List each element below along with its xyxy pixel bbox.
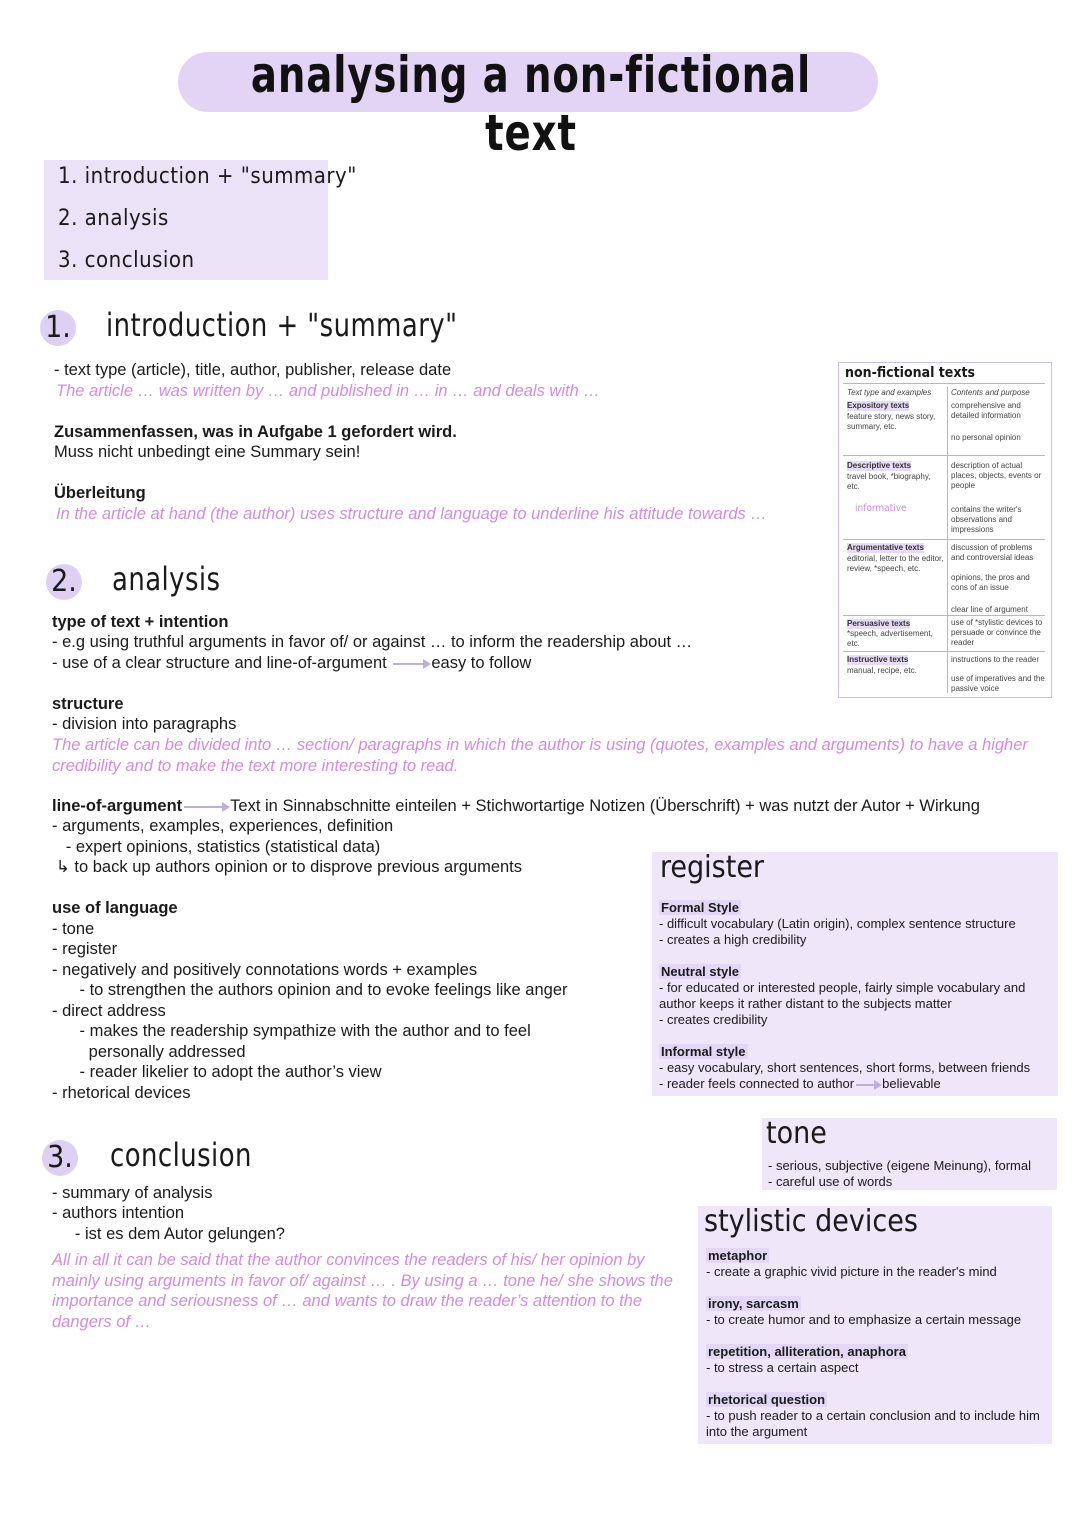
text-line: - rhetorical devices bbox=[52, 1084, 191, 1102]
text-line-part: easy to follow bbox=[431, 654, 532, 672]
device-label: repetition, alliteration, anaphora bbox=[708, 1344, 906, 1359]
text-line: - summary of analysis bbox=[52, 1184, 213, 1202]
device-item bbox=[706, 1296, 1050, 1328]
register-label: Neutral style bbox=[661, 964, 740, 979]
text-line bbox=[52, 796, 980, 817]
stylistic-devices-card bbox=[698, 1206, 1052, 1444]
text-line-part: - use of a clear structure and line-of-argument bbox=[52, 654, 387, 672]
table-cell: description of actual places, objects, events or people bbox=[951, 461, 1042, 490]
text-line: - tone bbox=[52, 920, 95, 938]
bold-note: Zusammenfassen, was in Aufgabe 1 gefordert wird. bbox=[54, 423, 457, 441]
sub-heading: structure bbox=[52, 695, 124, 713]
tone-card bbox=[762, 1118, 1057, 1190]
text-line: Muss nicht unbedingt eine Summary sein! bbox=[54, 443, 361, 461]
table-cell: use of *stylistic devices to persuade or convince the reader bbox=[951, 618, 1043, 647]
text-line: - reader likelier to adopt the author’s view bbox=[52, 1063, 382, 1081]
table-cell: Argumentative texts bbox=[847, 543, 924, 552]
text-line: - e.g using truthful arguments in favor of/ or against … to inform the readership about … bbox=[52, 633, 693, 651]
register-line-part: believable bbox=[882, 1076, 941, 1091]
text-line: personally addressed bbox=[52, 1043, 246, 1061]
device-label: rhetorical question bbox=[708, 1392, 826, 1407]
device-line: - create a graphic vivid picture in the reader's mind bbox=[706, 1264, 997, 1279]
table-cell: feature story, news story, summary, etc. bbox=[847, 412, 936, 431]
example-sentence: The article … was written by … and published in … in … and deals with … bbox=[56, 382, 600, 400]
table-cell: Persuasive texts bbox=[847, 619, 911, 628]
text-line: - direct address bbox=[52, 1002, 166, 1020]
register-item bbox=[659, 964, 1055, 1028]
text-line-part: Text in Sinnabschnitte einteilen + Stichwortartige Notizen (Überschrift) + was nutzt der Autor + Wirkung bbox=[230, 797, 980, 815]
register-label: Informal style bbox=[661, 1044, 746, 1059]
table-cell: comprehensive and detailed information bbox=[951, 401, 1021, 420]
device-line: - to create humor and to emphasize a certain message bbox=[706, 1312, 1022, 1327]
device-line: - to stress a certain aspect bbox=[706, 1360, 859, 1375]
device-item bbox=[706, 1344, 1050, 1376]
text-line: - negatively and positively connotations words + examples bbox=[52, 961, 478, 979]
toc-item: 2. analysis bbox=[58, 206, 169, 231]
tone-line: - serious, subjective (eigene Meinung), formal bbox=[768, 1158, 1032, 1173]
device-label: irony, sarcasm bbox=[708, 1296, 799, 1311]
tone-line: - careful use of words bbox=[768, 1174, 893, 1189]
table-cell: contains the writer's observations and impressions bbox=[951, 505, 1022, 534]
section-heading: introduction + "summary" bbox=[106, 306, 458, 344]
card-title: stylistic devices bbox=[704, 1204, 918, 1239]
text-line: ↳ to back up authors opinion or to disprove previous arguments bbox=[56, 858, 523, 876]
table-cell: use of imperatives and the passive voice bbox=[951, 674, 1045, 693]
arrow-icon bbox=[856, 1084, 880, 1086]
text-line bbox=[52, 653, 531, 674]
device-item bbox=[706, 1248, 1050, 1280]
arrow-icon bbox=[184, 806, 228, 808]
text-types-table bbox=[838, 362, 1052, 698]
text-line: - text type (article), title, author, publisher, release date bbox=[54, 361, 452, 379]
text-line: - authors intention bbox=[52, 1204, 185, 1222]
text-line: - makes the readership sympathize with the author and to feel bbox=[52, 1022, 531, 1040]
tone-lines bbox=[768, 1158, 1054, 1190]
sub-heading: line-of-argument bbox=[52, 797, 183, 815]
toc-item: 3. conclusion bbox=[58, 248, 195, 273]
section-heading: conclusion bbox=[110, 1136, 252, 1174]
arrow-icon bbox=[393, 663, 429, 665]
table-cell: Descriptive texts bbox=[847, 461, 912, 470]
section-number: 3. bbox=[42, 1140, 78, 1176]
device-item bbox=[706, 1392, 1050, 1440]
text-line: - arguments, examples, experiences, definition bbox=[52, 817, 394, 835]
table-header: Contents and purpose bbox=[951, 388, 1030, 397]
table-header: Text type and examples bbox=[847, 388, 932, 397]
table-cell: opinions, the pros and cons of an issue bbox=[951, 573, 1030, 592]
card-title: tone bbox=[766, 1116, 827, 1151]
register-line bbox=[659, 1076, 1055, 1092]
toc-item: 1. introduction + "summary" bbox=[58, 164, 357, 189]
section-number: 2. bbox=[46, 564, 82, 600]
sub-heading: use of language bbox=[52, 899, 178, 917]
table-cell: Expository texts bbox=[847, 401, 910, 410]
register-line-part: - reader feels connected to author bbox=[659, 1076, 855, 1091]
table-cell: Instructive texts bbox=[847, 655, 909, 664]
table-cell: editorial, letter to the editor, review, *speech, etc. bbox=[847, 554, 944, 573]
device-label: metaphor bbox=[708, 1248, 768, 1263]
text-line: - register bbox=[52, 940, 118, 958]
example-sentence: The article can be divided into … section/ paragraphs in which the author is using (quotes, examples and arguments) to have a higher credibility and to make the text more interesting to read. bbox=[52, 736, 1028, 775]
bold-note: Überleitung bbox=[54, 484, 146, 502]
sub-heading: type of text + intention bbox=[52, 613, 229, 631]
example-sentence: All in all it can be said that the author convinces the readers of his/ her opinion by mainly using arguments in favor of/ against … . By using a … tone he/ she shows the importance and seriousness of … and wants to draw the reader’s attention to the dangers of … bbox=[52, 1251, 673, 1331]
table-title: non-fictional texts bbox=[845, 365, 975, 381]
table-cell: clear line of argument bbox=[951, 605, 1028, 614]
section-heading: analysis bbox=[112, 560, 221, 598]
example-sentence: In the article at hand (the author) uses structure and language to underline his attitude towards … bbox=[56, 505, 767, 523]
table-cell: *speech, advertisement, etc. bbox=[847, 629, 933, 648]
table-cell: instructions to the reader bbox=[951, 655, 1040, 664]
table-cell: manual, recipe, etc. bbox=[847, 666, 917, 675]
section-number: 1. bbox=[40, 310, 76, 346]
register-label: Formal Style bbox=[661, 900, 740, 915]
table-cell: travel book, *biography, etc. bbox=[847, 472, 931, 491]
register-line: - for educated or interested people, fairly simple vocabulary and author keeps it rather distant to the subjects matter bbox=[659, 980, 1026, 1011]
text-line: - division into paragraphs bbox=[52, 715, 237, 733]
register-item bbox=[659, 900, 1055, 948]
register-line: - creates credibility bbox=[659, 1012, 768, 1027]
register-line: - difficult vocabulary (Latin origin), complex sentence structure bbox=[659, 916, 1016, 931]
page-title: analysing a non-fictional text bbox=[250, 46, 812, 162]
text-line: - to strengthen the authors opinion and to evoke feelings like anger bbox=[52, 981, 568, 999]
informative-note: informative bbox=[855, 503, 907, 514]
register-line: - creates a high credibility bbox=[659, 932, 807, 947]
text-line: - ist es dem Autor gelungen? bbox=[52, 1225, 285, 1243]
register-card bbox=[652, 852, 1058, 1096]
register-line: - easy vocabulary, short sentences, short forms, between friends bbox=[659, 1060, 1031, 1075]
register-item bbox=[659, 1044, 1055, 1092]
text-line: - expert opinions, statistics (statistical data) bbox=[52, 838, 381, 856]
table-cell: discussion of problems and controversial ideas bbox=[951, 543, 1034, 562]
table-cell: no personal opinion bbox=[951, 433, 1021, 442]
device-line: - to push reader to a certain conclusion and to include him into the argument bbox=[706, 1408, 1040, 1439]
card-title: register bbox=[660, 850, 765, 885]
